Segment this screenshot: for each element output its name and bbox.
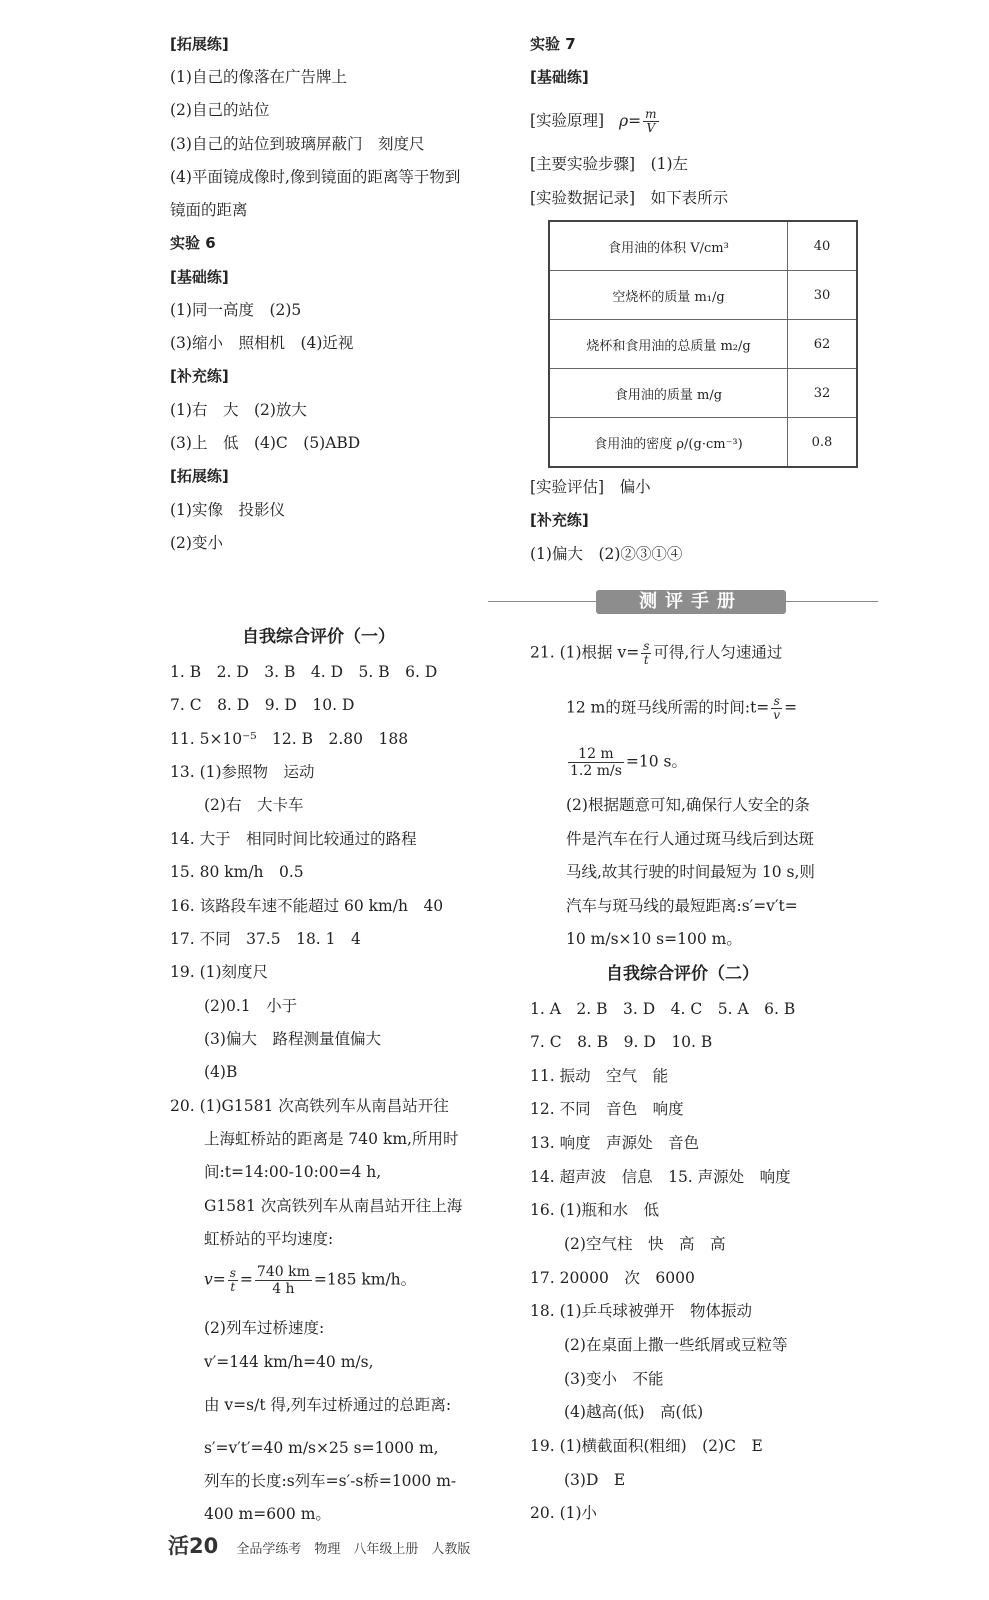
section-banner xyxy=(488,590,878,614)
table-row xyxy=(549,418,857,468)
answer-line: 件是汽车在行人通过斑马线后到达斑 xyxy=(566,830,815,848)
equation-lhs: v= xyxy=(204,1270,226,1289)
answer-line: (3)上 低 (4)C (5)ABD xyxy=(170,434,361,452)
answer-line: 16. (1)瓶和水 低 xyxy=(530,1201,660,1219)
answer-line: (1)实像 投影仪 xyxy=(170,501,285,519)
answer-line: (1)偏大 (2)②③①④ xyxy=(530,545,683,563)
q21-line xyxy=(566,695,797,722)
answer-line: 20. (1)G1581 次高铁列车从南昌站开往 xyxy=(170,1097,449,1115)
table-cell-label: 食用油的质量 m/g xyxy=(549,369,788,418)
q21-fraction xyxy=(568,746,624,779)
answer-line: 10 m/s×10 s=100 m。 xyxy=(566,930,742,948)
record-line: [实验数据记录] 如下表所示 xyxy=(530,189,729,207)
section-header: [补充练] xyxy=(170,367,229,385)
section-title: 自我综合评价（一） xyxy=(242,627,395,647)
answer-line: (2)列车过桥速度: xyxy=(204,1319,325,1337)
fraction-numerator: s xyxy=(643,639,650,653)
table-cell-value: 30 xyxy=(788,271,858,320)
answer-line: (4)越高(低) 高(低) xyxy=(564,1403,704,1421)
answer-line: (3)变小 不能 xyxy=(564,1370,664,1388)
equation-result: =185 km/h。 xyxy=(313,1270,417,1289)
answer-line: (4)B xyxy=(204,1063,238,1081)
page-number: 20 xyxy=(189,1534,219,1558)
answer-line: 列车的长度:s列车=s′-s桥=1000 m- xyxy=(204,1472,457,1490)
answer-line: (4)平面镜成像时,像到镜面的距离等于物到 xyxy=(170,168,461,186)
table-cell-label: 空烧杯的质量 m₁/g xyxy=(549,271,788,320)
principle-lhs: ρ= xyxy=(619,111,642,130)
principle-fraction xyxy=(643,108,658,135)
answer-line: 13. (1)参照物 运动 xyxy=(170,763,315,781)
equation-fraction xyxy=(255,1264,312,1297)
q21-text: 12 m的斑马线所需的时间:t= xyxy=(566,698,770,717)
answer-line: 由 v=s/t 得,列车过桥通过的总距离: xyxy=(204,1396,452,1414)
section-header: [基础练] xyxy=(170,268,229,286)
q21-text: = xyxy=(784,698,798,717)
answer-line: 19. (1)横截面积(粗细) (2)C E xyxy=(530,1437,763,1455)
fraction-denominator: 1.2 m/s xyxy=(570,763,622,779)
answer-line: (2)右 大卡车 xyxy=(204,796,304,814)
answer-line: 14. 大于 相同时间比较通过的路程 xyxy=(170,830,417,848)
section-header: [补充练] xyxy=(530,511,589,529)
fraction-denominator: V xyxy=(646,121,656,135)
answer-line: 7. C 8. D 9. D 10. D xyxy=(170,696,355,714)
answer-line: 16. 该路段车速不能超过 60 km/h 40 xyxy=(170,897,444,915)
principle-label: [实验原理] xyxy=(530,111,605,130)
experiment-title: 实验 7 xyxy=(530,35,576,53)
table-cell-label: 烧杯和食用油的总质量 m₂/g xyxy=(549,320,788,369)
principle-line xyxy=(530,108,661,135)
fraction-numerator: 740 km xyxy=(256,1264,310,1280)
answer-line: 11. 振动 空气 能 xyxy=(530,1067,669,1085)
answer-line: 400 m=600 m。 xyxy=(204,1505,331,1523)
answer-line: (2)自己的站位 xyxy=(170,101,270,119)
page-footer xyxy=(168,1530,470,1560)
table-cell-value: 0.8 xyxy=(788,418,858,468)
answer-line: 镜面的距离 xyxy=(170,201,248,219)
footer-prefix: 活 xyxy=(168,1534,189,1558)
answer-line: (3)D E xyxy=(564,1471,626,1489)
answer-line: 17. 不同 37.5 18. 1 4 xyxy=(170,930,361,948)
fraction-denominator: t xyxy=(643,653,649,667)
answer-line: 17. 20000 次 6000 xyxy=(530,1269,695,1287)
table-cell-value: 62 xyxy=(788,320,858,369)
experiment-title: 实验 6 xyxy=(170,234,216,252)
answer-line: 7. C 8. B 9. D 10. B xyxy=(530,1033,713,1051)
answer-line: 12. 不同 音色 响度 xyxy=(530,1100,684,1118)
table-row xyxy=(549,271,857,320)
q21-text: 21. (1)根据 v= xyxy=(530,643,640,662)
answer-line: 虹桥站的平均速度: xyxy=(204,1230,334,1248)
answer-line: (2)变小 xyxy=(170,534,223,552)
answer-line: 15. 80 km/h 0.5 xyxy=(170,863,304,881)
answer-line: 19. (1)刻度尺 xyxy=(170,963,269,981)
fraction-denominator: t xyxy=(230,1280,236,1294)
answer-line: 18. (1)乒乓球被弹开 物体振动 xyxy=(530,1302,753,1320)
banner-label: 测评手册 xyxy=(596,590,786,614)
equation-fraction xyxy=(228,1267,238,1294)
answer-line: (3)自己的站位到玻璃屏蔽门 刻度尺 xyxy=(170,135,425,153)
q21-fraction xyxy=(641,640,651,667)
q21-text: 可得,行人匀速通过 xyxy=(653,643,783,662)
section-header: [基础练] xyxy=(530,68,589,86)
q21-line xyxy=(530,640,782,667)
table-cell-label: 食用油的密度 ρ/(g·cm⁻³) xyxy=(549,418,788,468)
answer-line: (1)同一高度 (2)5 xyxy=(170,301,302,319)
answer-line: (2)0.1 小于 xyxy=(204,997,298,1015)
answer-line: 1. A 2. B 3. D 4. C 5. A 6. B xyxy=(530,1000,796,1018)
answer-line: 上海虹桥站的距离是 740 km,所用时 xyxy=(204,1130,459,1148)
fraction-numerator: m xyxy=(645,107,657,121)
answer-line: (1)右 大 (2)放大 xyxy=(170,401,307,419)
answer-line: (2)根据题意可知,确保行人安全的条 xyxy=(566,796,810,814)
section-header: [拓展练] xyxy=(170,467,229,485)
data-table xyxy=(548,220,858,468)
fraction-numerator: s xyxy=(771,695,782,709)
answer-line: (1)自己的像落在广告牌上 xyxy=(170,68,347,86)
fraction-numerator: 12 m xyxy=(568,746,624,763)
table-row xyxy=(549,369,857,418)
answer-line: 14. 超声波 信息 15. 声源处 响度 xyxy=(530,1168,791,1186)
fraction-numerator: s xyxy=(229,1266,236,1280)
answer-line: 11. 5×10⁻⁵ 12. B 2.80 188 xyxy=(170,730,409,748)
section-header: [拓展练] xyxy=(170,35,229,53)
q21-fraction xyxy=(771,695,782,722)
velocity-equation: v= $\frac{s}{t}$ = $\frac{740 km}{4 h}$ =185 km/h。 xyxy=(204,1264,417,1297)
fraction-denominator: 4 h xyxy=(272,1281,295,1297)
q21-line xyxy=(566,746,687,779)
table-cell-value: 32 xyxy=(788,369,858,418)
table-row xyxy=(549,320,857,369)
table-cell-label: 食用油的体积 V/cm³ xyxy=(549,221,788,271)
section-title: 自我综合评价（二） xyxy=(606,964,759,984)
answer-line: 20. (1)小 xyxy=(530,1504,598,1522)
answer-line: 13. 响度 声源处 音色 xyxy=(530,1134,700,1152)
answer-line: s′=v′t′=40 m/s×25 s=1000 m, xyxy=(204,1439,439,1457)
answer-line: 马线,故其行驶的时间最短为 10 s,则 xyxy=(566,863,815,881)
answer-line: 间:t=14:00-10:00=4 h, xyxy=(204,1163,382,1181)
footer-book-title: 全品学练考 物理 八年级上册 人教版 xyxy=(236,1542,471,1557)
fraction-denominator: v xyxy=(773,708,781,722)
steps-line: [主要实验步骤] (1)左 xyxy=(530,155,689,173)
answer-line: v′=144 km/h=40 m/s, xyxy=(204,1353,374,1371)
answer-line: 汽车与斑马线的最短距离:s′=v′t= xyxy=(566,897,798,915)
table-row xyxy=(549,221,857,271)
answer-line: (2)在桌面上撒一些纸屑或豆粒等 xyxy=(564,1336,788,1354)
answer-line: (3)缩小 照相机 (4)近视 xyxy=(170,334,354,352)
answer-line: (2)空气柱 快 高 高 xyxy=(564,1235,726,1253)
table-cell-value: 40 xyxy=(788,221,858,271)
answer-line: G1581 次高铁列车从南昌站开往上海 xyxy=(204,1197,463,1215)
answer-line: 1. B 2. D 3. B 4. D 5. B 6. D xyxy=(170,663,438,681)
answer-line: (3)偏大 路程测量值偏大 xyxy=(204,1030,381,1048)
eval-line: [实验评估] 偏小 xyxy=(530,478,651,496)
q21-text: =10 s。 xyxy=(625,752,687,771)
